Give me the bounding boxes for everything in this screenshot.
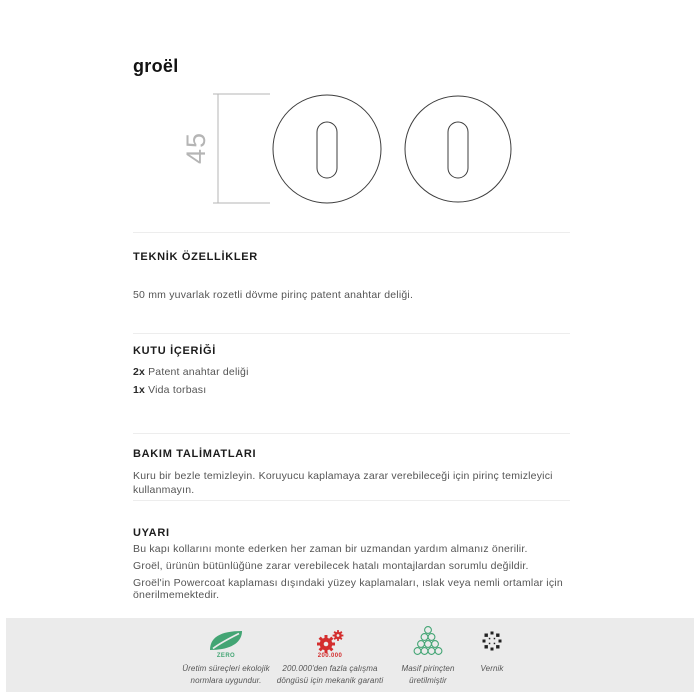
escutcheon-right bbox=[405, 96, 511, 202]
box-content-item bbox=[133, 384, 570, 396]
uyari-heading: UYARI bbox=[133, 527, 170, 539]
eco-leaf-icon bbox=[209, 629, 243, 652]
item-label: Vida torbası bbox=[148, 384, 207, 396]
section-divider bbox=[133, 333, 570, 334]
section-divider bbox=[133, 433, 570, 434]
varnish-icon bbox=[481, 629, 503, 652]
item-label: Patent anahtar deliği bbox=[148, 366, 249, 378]
keyhole-slot bbox=[448, 122, 468, 178]
cycles-icon-label: 200.000 bbox=[317, 653, 343, 659]
brand-logo: groël bbox=[133, 56, 179, 76]
warning-line: Groël'in Powercoat kaplaması dışındaki yüzey kaplamaları, ıslak veya nemli ortamlar için önerilmemektedir. bbox=[133, 577, 563, 601]
badge-caption: Üretim süreçleri ekolojik normlara uygundur. bbox=[182, 664, 270, 686]
gears-icon bbox=[315, 629, 345, 652]
badge-caption: Masif pirinçten üretilmiştir bbox=[401, 664, 455, 686]
dimension-lines bbox=[213, 94, 270, 203]
dimension-label: 45 bbox=[181, 131, 211, 165]
badge-caption: 200.000'den fazla çalışma döngüsü için mekanik garanti bbox=[276, 664, 384, 686]
section-divider bbox=[133, 500, 570, 501]
item-quantity: 2x bbox=[133, 366, 146, 378]
warning-line: Bu kapı kollarını monte ederken her zaman bir uzmandan yardım almanız önerilir. bbox=[133, 543, 528, 555]
teknik-ozellikler-heading: TEKNİK ÖZELLİKLER bbox=[133, 251, 258, 263]
badge-caption: Vernik bbox=[480, 664, 504, 673]
bakim-talimatlari-heading: BAKIM TALİMATLARI bbox=[133, 448, 257, 460]
section-divider bbox=[133, 232, 570, 233]
bakim-talimatlari-body: Kuru bir bezle temizleyin. Koruyucu kaplamaya zarar verebileceği için pirinç temizleyici kullanmayın. bbox=[133, 470, 553, 497]
warning-line: Groël, ürünün bütünlüğüne zarar verebilecek hatalı montajlardan sorumlu değildir. bbox=[133, 560, 529, 572]
technical-drawing bbox=[170, 85, 520, 215]
badge-varnish bbox=[417, 629, 567, 675]
escutcheon-left bbox=[273, 95, 381, 203]
kutu-icerigi-heading: KUTU İÇERİĞİ bbox=[133, 345, 216, 357]
eco-icon-label: ZERO bbox=[216, 653, 236, 659]
box-content-item bbox=[133, 366, 570, 378]
item-quantity: 1x bbox=[133, 384, 146, 396]
teknik-ozellikler-body: 50 mm yuvarlak rozetli dövme pirinç patent anahtar deliği. bbox=[133, 289, 414, 301]
keyhole-slot bbox=[317, 122, 337, 178]
feature-badges-bar bbox=[6, 618, 694, 692]
